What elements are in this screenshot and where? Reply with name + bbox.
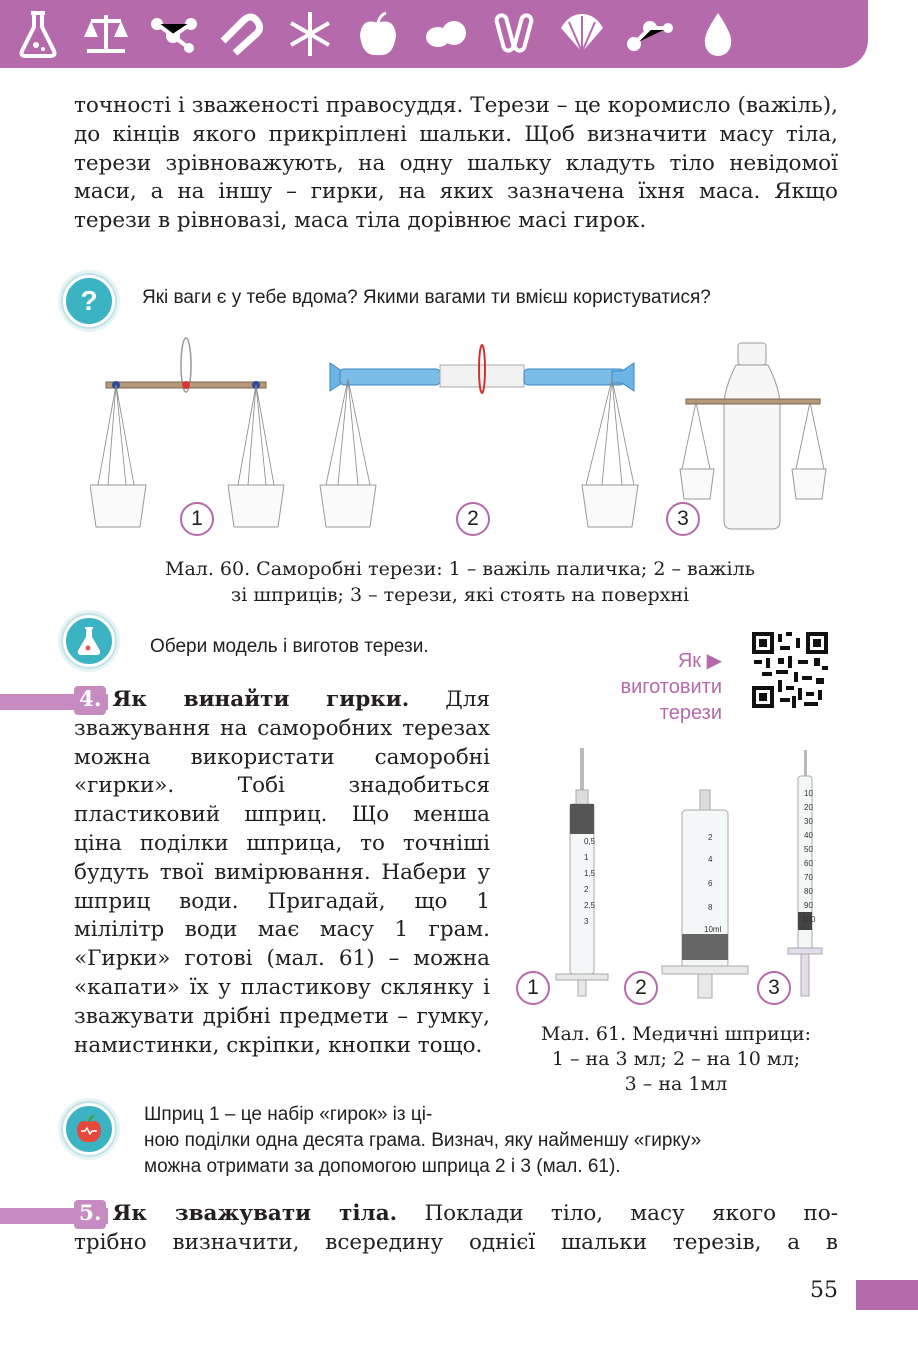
test-tubes-icon: [486, 6, 542, 62]
question-text: Які ваги є у тебе вдома? Якими вагами ти вмієш користуватися?: [142, 287, 711, 308]
fig60-label-3: 3: [666, 502, 700, 536]
fig60-label-2: 2: [456, 502, 490, 536]
magnet-icon: [214, 6, 270, 62]
svg-text:2,5: 2,5: [584, 901, 596, 910]
svg-text:4: 4: [708, 855, 713, 864]
section5-paragraph: 5. Як зважувати тіла. Поклади тіло, масу якого по- трібно визначити, всередину однієї шальки терезів, а в: [74, 1201, 838, 1255]
svg-text:3: 3: [584, 917, 589, 926]
exercise-apple-icon: [58, 1098, 120, 1160]
svg-text:0,5: 0,5: [584, 837, 596, 846]
svg-text:80: 80: [804, 887, 813, 896]
svg-text:1: 1: [584, 853, 589, 862]
snowflake-icon: [282, 6, 338, 62]
page-number: 55: [810, 1278, 838, 1303]
fig61-label-3: 3: [757, 971, 791, 1005]
syringe-3ml: [556, 748, 608, 996]
bottle-scale: [680, 343, 826, 529]
fig61-label-1: 1: [516, 971, 550, 1005]
header-banner: [0, 0, 868, 68]
svg-text:2: 2: [584, 885, 589, 894]
apple-icon: [350, 6, 406, 62]
svg-text:100: 100: [802, 915, 816, 924]
svg-text:70: 70: [804, 873, 813, 882]
svg-text:20: 20: [804, 803, 813, 812]
figure60-caption: Мал. 60. Саморобні терези: 1 – важіль паличка; 2 – важіль зі шприців; 3 – терези, які стоять на поверхні: [164, 558, 755, 606]
question-icon: ?: [58, 270, 120, 332]
drop-icon: [690, 6, 746, 62]
figure61-syringes: [548, 748, 838, 1008]
qr-code[interactable]: [752, 632, 828, 708]
svg-text:8: 8: [708, 903, 713, 912]
exercise-text: Шприц 1 – це набір «гирок» із ці- ною поділки одна десята грама. Визнач, яку найменшу «гирку» можна отримати за допомогою шприца 2 і 3 (мал. 61).: [144, 1104, 702, 1177]
fig61-label-2: 2: [624, 971, 658, 1005]
video-link[interactable]: Як ▶ виготовити терези: [620, 650, 722, 724]
svg-text:6: 6: [708, 879, 713, 888]
intro-paragraph: точності і зваженості правосуддя. Терези – це коромисло (важіль), до кінців якого прикріплені шальки. Щоб визначити масу тіла, терези зрівноважують, на одну шальку кладуть тіло невідомої маси, а на іншу – гирки, на яких зазначена їхня маса. Якщо терези в рівновазі, маса тіла дорівнює масі гирок.: [74, 93, 838, 234]
molecule-icon: [146, 6, 202, 62]
syringe-10ml: [662, 790, 748, 998]
section5-title: Як зважувати тіла.: [112, 1201, 398, 1226]
section4-paragraph: [74, 686, 490, 1060]
section5-number: 5.: [74, 1200, 106, 1229]
shell-icon: [554, 6, 610, 62]
task-flask-icon: [58, 610, 120, 672]
scales-icon: [78, 6, 134, 62]
section4-title: Як винайти гирки.: [112, 687, 410, 712]
cloud-icon: [418, 6, 474, 62]
flask-icon: [10, 6, 66, 62]
svg-text:50: 50: [804, 845, 813, 854]
section4-body: Для зважування на саморобних терезах можна використати саморобні «гирки». Тобі знадобиться пластиковий шприц. Що менша ціна поділки шприца, то точніші будуть твої вимірювання. Набери у шприц води. Пригадай, що 1 мілілітр води має масу 1 грам. «Гирки» готові (мал. 61) – можна «капати» їх у пластикову склянку і зважувати дрібні предмети – гумку, намистинки, скріпки, кнопки тощо.: [74, 687, 490, 1058]
figure61-caption: Мал. 61. Медичні шприци: 1 – на 3 мл; 2 – на 10 мл; 3 – на 1мл: [540, 1023, 812, 1095]
section4-number: 4.: [74, 686, 106, 715]
page-tab: [856, 1280, 918, 1310]
svg-text:60: 60: [804, 859, 813, 868]
svg-text:90: 90: [804, 901, 813, 910]
stick-scale: [90, 338, 284, 527]
svg-text:2: 2: [708, 833, 713, 842]
svg-text:40: 40: [804, 831, 813, 840]
svg-text:30: 30: [804, 817, 813, 826]
task-text: Обери модель і виготов терези.: [150, 636, 429, 657]
dna-icon: [622, 6, 678, 62]
svg-text:1,5: 1,5: [584, 869, 596, 878]
syringe-scale: [320, 345, 638, 527]
fig60-label-1: 1: [180, 502, 214, 536]
svg-text:10: 10: [804, 789, 813, 798]
svg-text:10ml: 10ml: [704, 925, 722, 934]
